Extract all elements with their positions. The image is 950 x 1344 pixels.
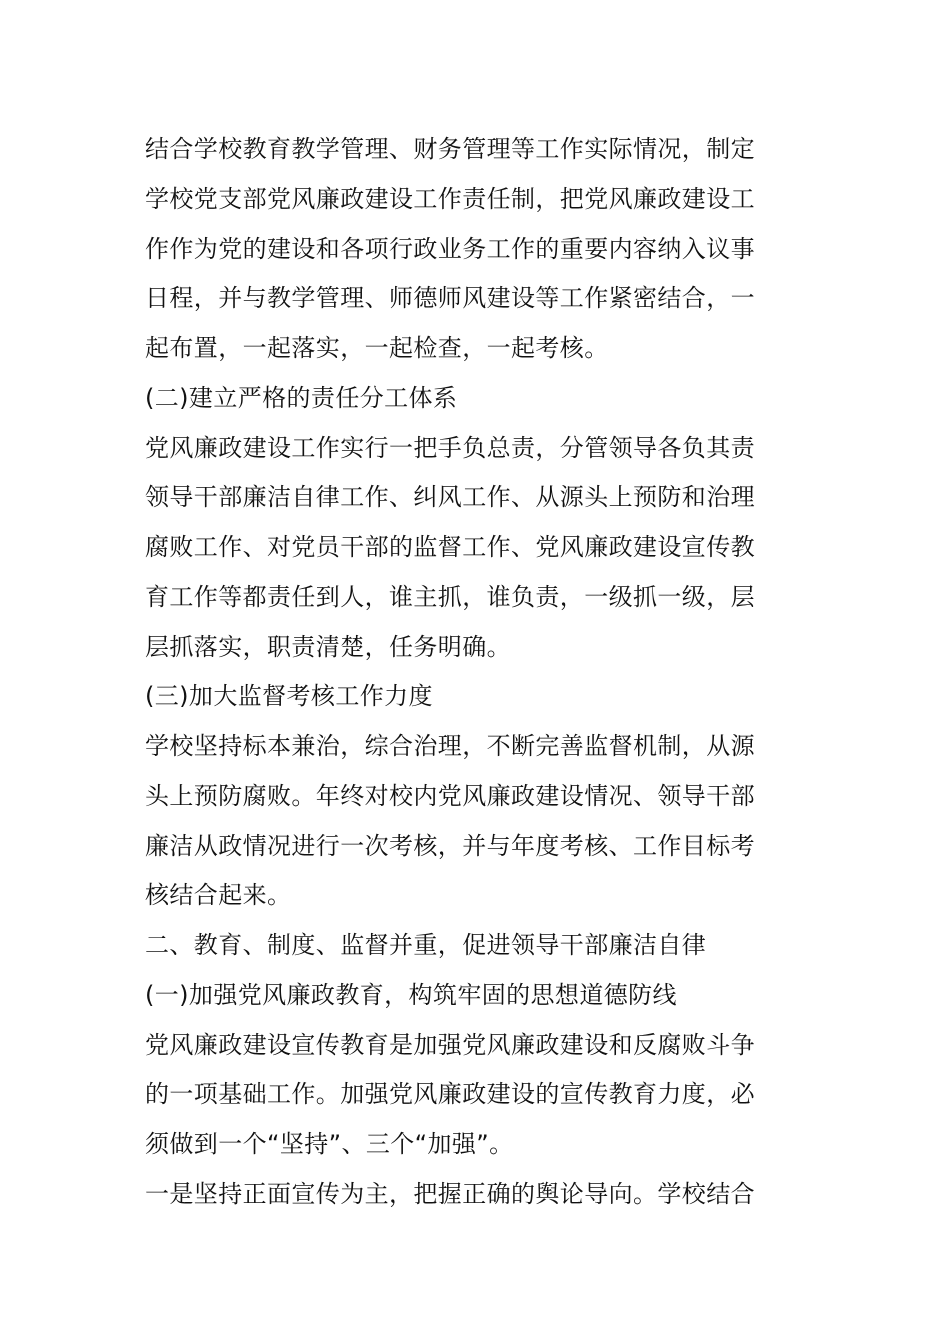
document-body	[145, 125, 815, 1220]
text-line: 一是坚持正面宣传为主，把握正确的舆论导向。学校结合	[145, 1179, 755, 1208]
text-line: 起布置，一起落实，一起检查，一起考核。	[145, 334, 609, 362]
text-line: 作作为党的建设和各项行政业务工作的重要内容纳入议事	[145, 234, 755, 263]
text-line: 层抓落实，职责清楚，任务明确。	[145, 632, 511, 661]
text-line: 领导干部廉洁自律工作、纠风工作、从源头上预防和治理	[145, 483, 755, 512]
text-line: (二)建立严格的责任分工体系	[145, 383, 458, 412]
text-line: 结合学校教育教学管理、财务管理等工作实际情况，制定	[145, 135, 755, 163]
text-line: 党风廉政建设宣传教育是加强党风廉政建设和反腐败斗争	[145, 1030, 755, 1059]
text-line: 育工作等都责任到人，谁主抓，谁负责，一级抓一级，层	[145, 582, 755, 611]
text-line: 学校坚持标本兼治，综合治理，不断完善监督机制，从源	[145, 732, 755, 760]
text-line: 学校党支部党风廉政建设工作责任制，把党风廉政建设工	[145, 184, 755, 213]
text-line: 须做到一个“坚持”、三个“加强”。	[145, 1130, 514, 1158]
text-line: 廉洁从政情况进行一次考核，并与年度考核、工作目标考	[145, 831, 755, 860]
text-line: 二、教育、制度、监督并重，促进领导干部廉洁自律	[145, 931, 707, 959]
text-line: 头上预防腐败。年终对校内党风廉政建设情况、领导干部	[145, 781, 755, 810]
text-line: (一)加强党风廉政教育，构筑牢固的思想道德防线	[145, 980, 677, 1009]
text-line: 的一项基础工作。加强党风廉政建设的宣传教育力度，必	[145, 1080, 755, 1109]
text-line: 党风廉政建设工作实行一把手负总责，分管领导各负其责	[145, 433, 755, 462]
text-line: 核结合起来。	[145, 881, 292, 910]
text-line: (三)加大监督考核工作力度	[145, 682, 433, 711]
text-line: 腐败工作、对党员干部的监督工作、党风廉政建设宣传教	[145, 533, 755, 561]
text-line: 日程，并与教学管理、师德师风建设等工作紧密结合，一	[145, 284, 755, 313]
